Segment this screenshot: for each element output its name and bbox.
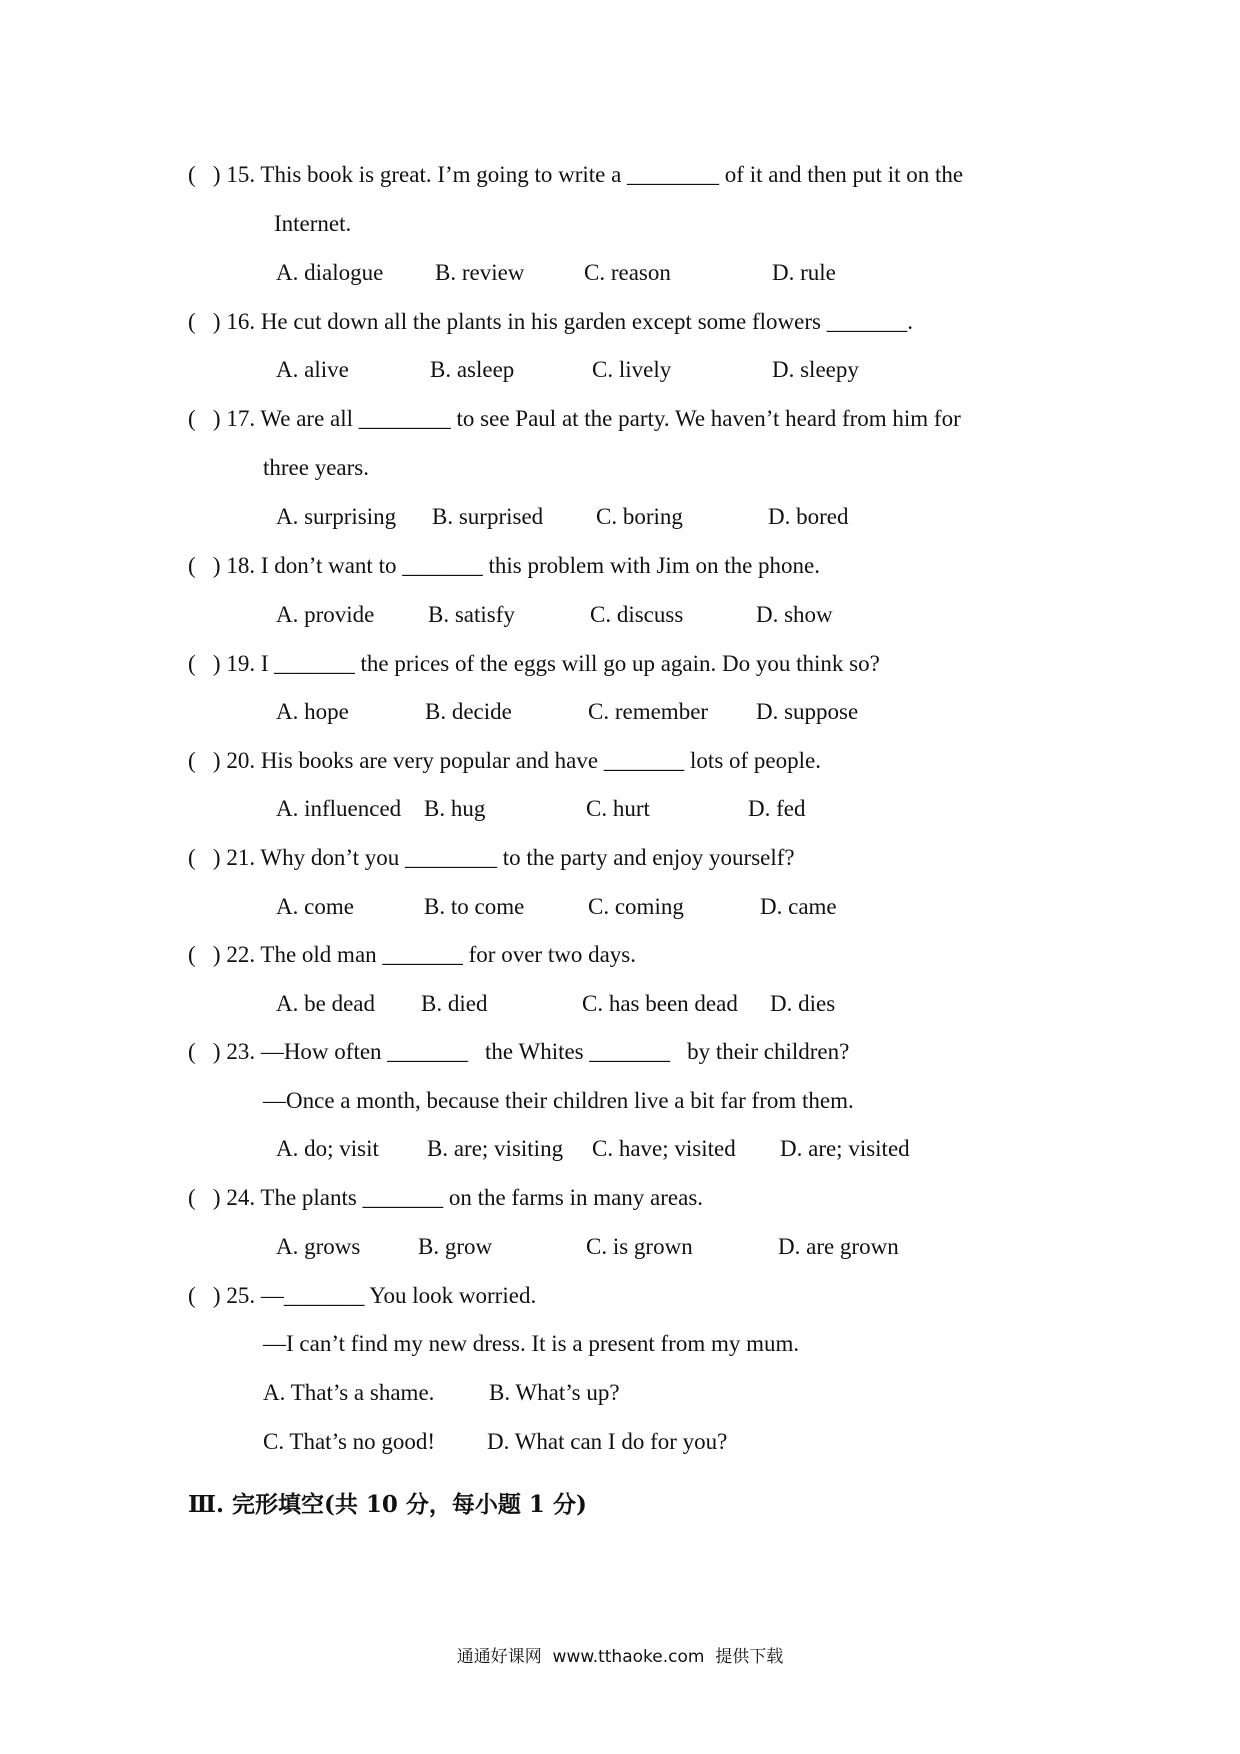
question-24-stem: ( ) 24. The plants _______ on the farms in many areas. xyxy=(188,1185,704,1210)
option-b: B. What’s up? xyxy=(489,1380,620,1405)
option-d: D. What can I do for you? xyxy=(487,1429,728,1454)
option-d: D. fed xyxy=(748,796,806,821)
option-a: A. influenced xyxy=(276,796,402,821)
question-25-stem-continued: —I can’t find my new dress. It is a present from my mum. xyxy=(263,1331,800,1356)
question-25-options-row-1 xyxy=(0,1378,1240,1408)
question-21-options xyxy=(0,892,1240,922)
option-d: D. sleepy xyxy=(772,357,859,382)
question-17-stem: ( ) 17. We are all ________ to see Paul at the party. We haven’t heard from him for xyxy=(188,406,961,431)
option-d: D. bored xyxy=(768,504,849,529)
question-15-stem: ( ) 15. This book is great. I’m going to write a ________ of it and then put it on the xyxy=(188,162,964,187)
question-25-stem: ( ) 25. —_______ You look worried. xyxy=(188,1283,537,1308)
question-15-options xyxy=(0,258,1240,288)
question-16-stem: ( ) 16. He cut down all the plants in his garden except some flowers _______. xyxy=(188,309,913,334)
option-b: B. are; visiting xyxy=(427,1136,564,1161)
question-22-options xyxy=(0,989,1240,1019)
option-c: C. lively xyxy=(592,357,672,382)
question-19-stem: ( ) 19. I _______ the prices of the eggs will go up again. Do you think so? xyxy=(188,651,880,676)
option-d: D. suppose xyxy=(756,699,859,724)
option-d: D. rule xyxy=(772,260,836,285)
option-c: C. boring xyxy=(596,504,683,529)
option-b: B. decide xyxy=(425,699,512,724)
option-c: C. That’s no good! xyxy=(263,1429,436,1454)
question-19-options xyxy=(0,697,1240,727)
question-18-stem: ( ) 18. I don’t want to _______ this problem with Jim on the phone. xyxy=(188,553,821,578)
option-c: C. discuss xyxy=(590,602,684,627)
option-b: B. grow xyxy=(418,1234,493,1259)
option-a: A. dialogue xyxy=(276,260,384,285)
option-b: B. surprised xyxy=(432,504,544,529)
option-d: D. are grown xyxy=(778,1234,899,1259)
question-24-options xyxy=(0,1232,1240,1262)
question-23-stem: ( ) 23. —How often _______ the Whites _______ by their children? xyxy=(188,1039,850,1064)
option-a: A. come xyxy=(276,894,354,919)
option-c: C. hurt xyxy=(586,796,650,821)
question-25-options-row-2 xyxy=(0,1427,1240,1457)
option-b: B. hug xyxy=(424,796,486,821)
option-d: D. came xyxy=(760,894,837,919)
option-b: B. review xyxy=(435,260,525,285)
option-a: A. be dead xyxy=(276,991,375,1016)
question-23-options xyxy=(0,1134,1240,1164)
question-16-options xyxy=(0,355,1240,385)
option-a: A. surprising xyxy=(276,504,397,529)
option-b: B. asleep xyxy=(430,357,515,382)
question-22-stem: ( ) 22. The old man _______ for over two days. xyxy=(188,942,636,967)
option-d: D. dies xyxy=(770,991,836,1016)
question-20-options xyxy=(0,794,1240,824)
option-b: B. satisfy xyxy=(428,602,515,627)
option-c: C. reason xyxy=(584,260,671,285)
option-c: C. remember xyxy=(588,699,709,724)
question-17-options xyxy=(0,502,1240,532)
option-a: A. hope xyxy=(276,699,349,724)
question-21-stem: ( ) 21. Why don’t you ________ to the party and enjoy yourself? xyxy=(188,845,795,870)
option-a: A. That’s a shame. xyxy=(263,1380,435,1405)
option-d: D. are; visited xyxy=(780,1136,910,1161)
option-b: B. to come xyxy=(424,894,525,919)
option-c: C. has been dead xyxy=(582,991,738,1016)
question-20-stem: ( ) 20. His books are very popular and have _______ lots of people. xyxy=(188,748,821,773)
option-c: C. coming xyxy=(588,894,684,919)
question-23-stem-continued: —Once a month, because their children live a bit far from them. xyxy=(263,1088,854,1113)
question-17-stem-continued: three years. xyxy=(263,455,369,480)
option-a: A. do; visit xyxy=(276,1136,379,1161)
option-c: C. is grown xyxy=(586,1234,693,1259)
question-15-stem-continued: Internet. xyxy=(274,211,352,236)
section-heading: Ⅲ. 完形填空(共 10 分，每小题 1 分) xyxy=(188,1491,587,1518)
option-a: A. provide xyxy=(276,602,375,627)
option-b: B. died xyxy=(421,991,488,1016)
option-c: C. have; visited xyxy=(592,1136,736,1161)
option-d: D. show xyxy=(756,602,833,627)
question-18-options xyxy=(0,600,1240,630)
option-a: A. grows xyxy=(276,1234,361,1259)
page-footer: 通通好课网 www.tthaoke.com 提供下载 xyxy=(456,1647,784,1667)
option-a: A. alive xyxy=(276,357,349,382)
